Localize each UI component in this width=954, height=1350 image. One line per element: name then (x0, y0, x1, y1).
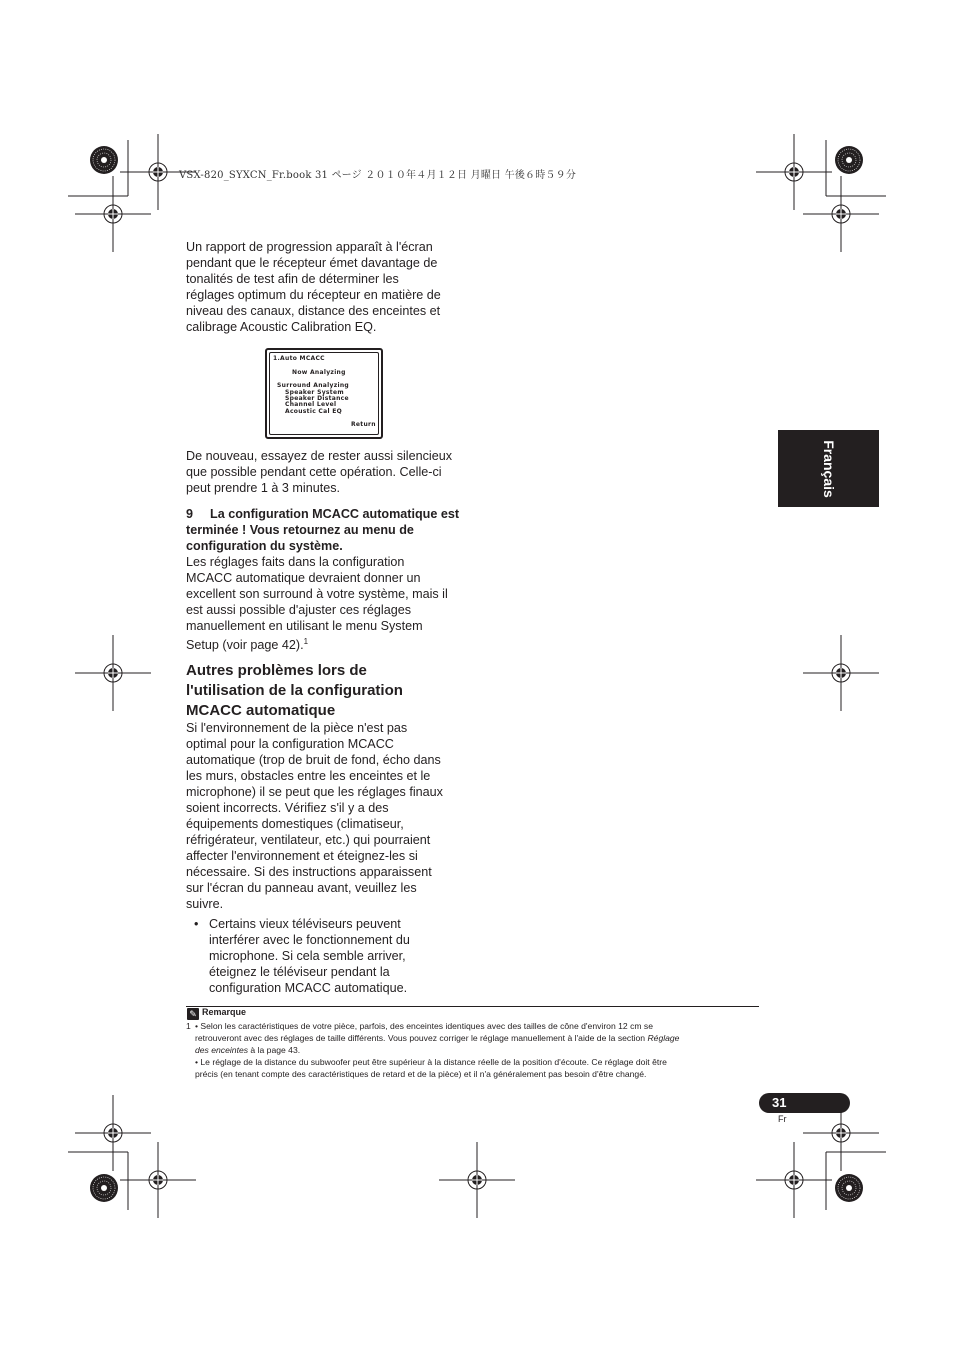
footnote-ref[interactable]: 1 (303, 637, 309, 646)
crosshair-icon (75, 176, 151, 252)
osd-item: Acoustic Cal EQ (285, 408, 343, 415)
step-9: 9 La configuration MCACC automatique est terminée ! Vous retournez au menu de configuration du système. (186, 507, 460, 553)
bullet-item: • Certains vieux téléviseurs peuvent interférer avec le fonctionnement du microphone. Si cela semble arriver, éteignez le téléviseur pendant la configuration MCACC automatique. (194, 917, 410, 995)
registration-star-icon (835, 146, 863, 174)
step-heading: La configuration MCACC automatique est (210, 507, 460, 521)
page-number: 31 (772, 1095, 787, 1110)
crosshair-icon (756, 1142, 832, 1218)
language-tab (778, 430, 879, 507)
pencil-note-icon: ✎ (187, 1008, 199, 1020)
page-language-code: Fr (778, 1114, 787, 1124)
step-9-body: Les réglages faits dans la configuration MCACC automatique devraient donner un excellent son surround à votre système, mais il est aussi possible d'ajuster ces réglages manuellement en utilisant le menu System Setup (voir page 42).$^1$ (186, 555, 448, 653)
registration-star-icon (90, 146, 118, 174)
footnote-number: 1 (186, 1021, 191, 1031)
cross-reference-link[interactable]: Réglage (647, 1033, 680, 1043)
osd-return: Return (351, 421, 376, 428)
bullet-icon: • (194, 917, 199, 931)
crosshair-icon (75, 1095, 151, 1171)
print-header-stamp: VSX-820_SYXCN_Fr.book 31 ページ ２０１０年４月１２日 月曜日 午後６時５９分 (179, 170, 577, 181)
osd-item: Speaker System (285, 389, 344, 396)
registration-star-icon (835, 1174, 863, 1202)
language-tab-label: Français (820, 439, 837, 498)
page-number-badge (759, 1093, 850, 1113)
crosshair-icon (756, 134, 832, 210)
intro-paragraph: Un rapport de progression apparaît à l'écran pendant que le récepteur émet davantage de tonalités de test afin de déterminer les réglages optimum du récepteur en matière de niveau des canaux, distance des enceintes et calibrage Acoustic Calibration EQ. (186, 240, 441, 334)
quiet-paragraph: De nouveau, essayez de rester aussi silencieux que possible pendant cette opération. Celle-ci peut prendre 1 à 3 minutes. (186, 449, 453, 495)
crosshair-icon (75, 635, 151, 711)
osd-item: Speaker Distance (285, 395, 349, 402)
osd-screen-illustration (265, 348, 383, 439)
crosshair-icon (120, 134, 196, 210)
note-divider (186, 1006, 759, 1007)
section-body: Si l'environnement de la pièce n'est pas optimal pour la configuration MCACC automatique (trop de bruit de fond, écho dans les murs, obstacles entre les enceintes et le microphone) il se peut que les réglages finaux soient incorrects. Vérifiez s'il y a des équipements domestiques (climatiseur, réfrigérateur, ventilateur, etc.) qui pourraient affecter l'environnement et éteignez-les si nécessaire. Si des instructions apparaissent sur l'écran du panneau avant, veuillez les suivre. (186, 721, 443, 911)
crosshair-icon (803, 635, 879, 711)
registration-star-icon (90, 1174, 118, 1202)
osd-title: 1.Auto MCACC (273, 355, 325, 362)
footnote: 1 • Selon les caractéristiques de votre pièce, parfois, des enceintes identiques avec des tailles de cône d'environ 12 cm se retrouveront avec des réglages de taille différents. Vous pouvez corriger le réglage manuellement à l'aide de la section Réglage des enceintes à la page 43. • Le réglage de la distance du subwoofer peut être supérieur à la distance réelle de la position d'écoute. Ce réglage doit être précis (en tenant compte des caractéristiques de retard et de la pièce) et il n'a généralement pas besoin d'être changé. (186, 1021, 680, 1079)
osd-heading: Surround Analyzing (277, 382, 350, 389)
osd-item: Channel Level (285, 401, 337, 408)
crosshair-icon (120, 1142, 196, 1218)
note-label: Remarque (202, 1007, 247, 1017)
section-title: Autres problèmes lors de l'utilisation de la configuration MCACC automatique (186, 662, 403, 719)
osd-status: Now Analyzing (292, 369, 346, 376)
crosshair-icon (439, 1142, 515, 1218)
crosshair-icon (803, 176, 879, 252)
step-number: 9 (186, 507, 194, 521)
cross-reference-link[interactable]: des enceintes (195, 1045, 249, 1055)
